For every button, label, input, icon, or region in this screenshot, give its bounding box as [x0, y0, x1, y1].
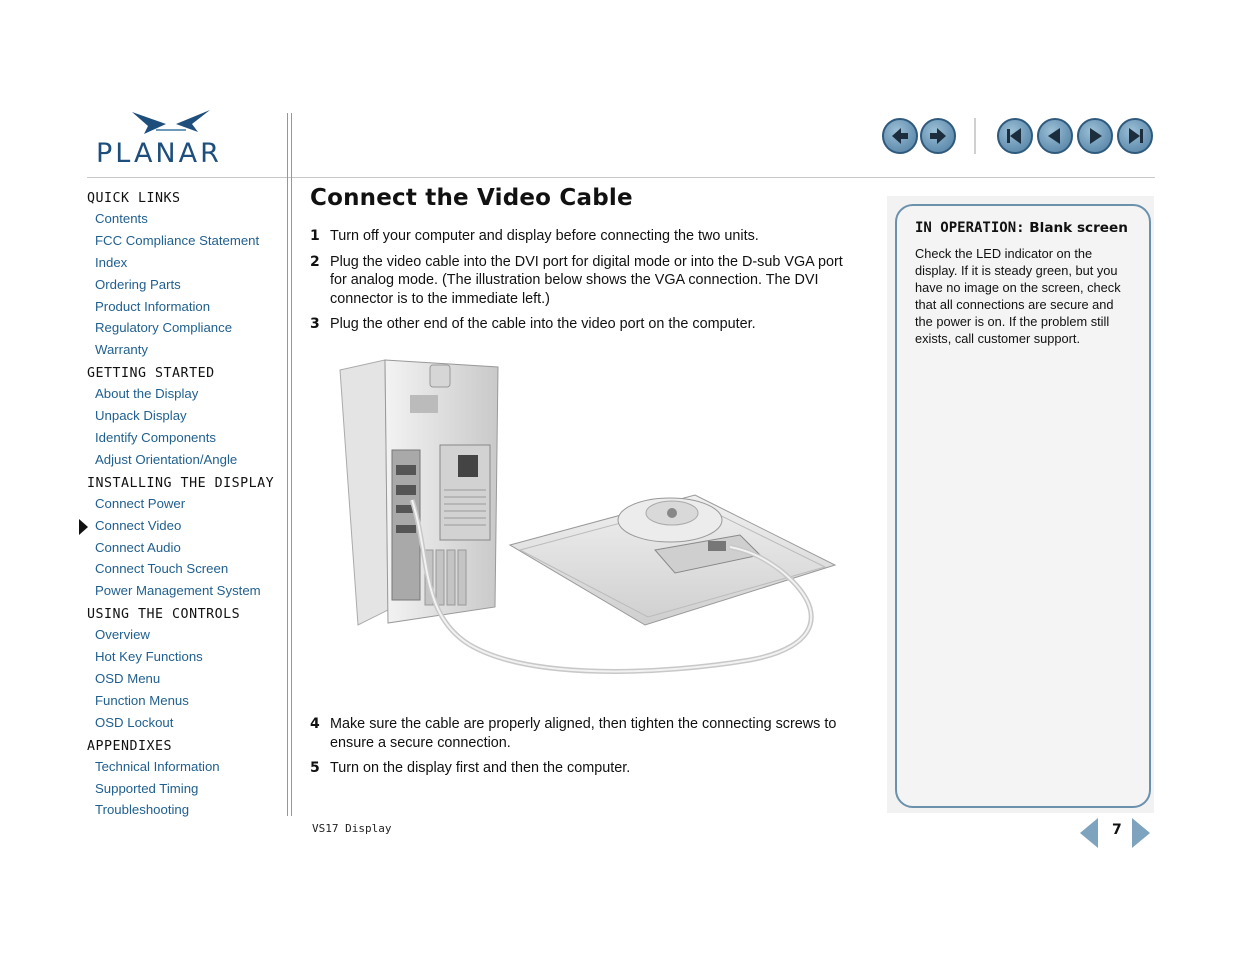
step-text: Plug the other end of the cable into the video port on the computer.: [330, 316, 756, 333]
nav-link-regulatory-compliance[interactable]: Regulatory Compliance: [95, 320, 233, 336]
next-page-button[interactable]: [1077, 118, 1113, 154]
nav-link-connect-power[interactable]: Connect Power: [95, 495, 186, 511]
nav-section-quick-links: [87, 190, 282, 361]
panel-title-suffix: Blank screen: [1024, 220, 1128, 236]
step-number: 2: [310, 253, 320, 270]
back-button[interactable]: [882, 118, 918, 154]
main-content: [310, 185, 850, 777]
nav-link-warranty[interactable]: Warranty: [95, 342, 149, 358]
nav-link-contents[interactable]: Contents: [95, 211, 148, 226]
video-cable-illustration: [330, 355, 840, 685]
forward-arrow-icon: [927, 125, 949, 147]
step-item: [310, 227, 850, 246]
logo-wordmark: PLANAR: [96, 138, 222, 169]
first-page-icon: [1004, 125, 1026, 147]
previous-page-icon: [1044, 125, 1066, 147]
nav-section-getting-started: [87, 365, 282, 471]
document-name: VS17 Display: [312, 822, 392, 835]
header-rule: [87, 177, 1155, 178]
nav-link-connect-touch-screen[interactable]: Connect Touch Screen: [95, 561, 229, 577]
next-page-icon: [1084, 125, 1106, 147]
nav-link-overview[interactable]: Overview: [95, 627, 150, 643]
back-arrow-icon: [889, 125, 911, 147]
panel-title-prefix: IN OPERATION:: [915, 220, 1025, 236]
step-text: Plug the video cable into the DVI port for digital mode or into the D-sub VGA port for analog mode. (The illustration below shows the VGA connection. The DVI connector is to the immediate left.): [330, 253, 843, 307]
step-number: 4: [310, 716, 320, 732]
last-page-icon: [1124, 125, 1146, 147]
nav-link-unpack-display[interactable]: Unpack Display: [95, 408, 187, 424]
nav-link-ordering-parts[interactable]: Ordering Parts: [95, 276, 181, 292]
sidebar-nav: [87, 190, 282, 825]
step-number: 1: [310, 228, 320, 244]
section-title: QUICK LINKS: [87, 191, 181, 206]
last-page-button[interactable]: [1117, 118, 1153, 154]
step-number: 3: [310, 316, 320, 333]
nav-link-adjust-orientation[interactable]: Adjust Orientation/Angle: [95, 451, 238, 467]
nav-link-supported-timing[interactable]: Supported Timing: [95, 780, 199, 796]
nav-link-osd-menu[interactable]: OSD Menu: [95, 671, 161, 687]
planar-logo: [96, 108, 252, 170]
forward-button[interactable]: [920, 118, 956, 154]
previous-page-arrow-icon[interactable]: [1080, 818, 1100, 848]
steps-list: [310, 227, 850, 341]
nav-link-identify-components[interactable]: Identify Components: [95, 430, 216, 446]
sidebar-divider: [287, 113, 292, 816]
nav-link-troubleshooting[interactable]: Troubleshooting: [95, 802, 190, 818]
page-number: 7: [1112, 822, 1122, 838]
nav-link-technical-information[interactable]: Technical Information: [95, 758, 220, 774]
step-text: Turn off your computer and display before connecting the two units.: [330, 228, 759, 244]
section-title: APPENDIXES: [87, 738, 173, 754]
section-title: USING THE CONTROLS: [87, 607, 241, 623]
current-page-marker-icon: [79, 519, 88, 535]
section-title: INSTALLING THE DISPLAY: [87, 475, 275, 491]
next-page-arrow-icon[interactable]: [1130, 818, 1150, 848]
step-item: [310, 253, 850, 309]
nav-link-fcc-compliance[interactable]: FCC Compliance Statement: [95, 232, 260, 248]
nav-link-function-menus[interactable]: Function Menus: [95, 692, 189, 708]
nav-section-controls: [87, 606, 282, 733]
nav-section-installing: [87, 475, 282, 602]
step-text: Make sure the cable are properly aligned, then tighten the connecting screws to ensure a secure connection.: [330, 716, 837, 751]
nav-section-appendixes: [87, 738, 282, 822]
nav-link-power-management[interactable]: Power Management System: [95, 583, 261, 599]
panel-title: [915, 220, 1128, 236]
first-page-button[interactable]: [997, 118, 1033, 154]
steps-list-continued: [310, 715, 850, 785]
section-title: GETTING STARTED: [87, 366, 215, 382]
previous-page-button[interactable]: [1037, 118, 1073, 154]
nav-link-connect-audio[interactable]: Connect Audio: [95, 539, 181, 555]
nav-link-label: Connect Video: [95, 517, 182, 533]
step-item: [310, 315, 850, 334]
nav-link-osd-lockout[interactable]: OSD Lockout: [95, 714, 174, 730]
planar-logo-mark-icon: [126, 108, 216, 138]
toolbar-separator: [974, 118, 976, 154]
nav-link-product-information[interactable]: Product Information: [95, 298, 211, 314]
step-item: [310, 715, 850, 752]
page-title: Connect the Video Cable: [310, 185, 633, 211]
computer-and-display-illustration: [330, 355, 840, 685]
step-item: [310, 759, 850, 778]
step-number: 5: [310, 760, 320, 777]
nav-link-index[interactable]: Index: [95, 254, 128, 270]
nav-link-connect-video[interactable]: [87, 515, 282, 537]
step-text: Turn on the display first and then the computer.: [330, 760, 631, 777]
in-operation-panel: [895, 204, 1151, 808]
panel-body: Check the LED indicator on the display. If it is steady green, but you have no image on the screen, check that all connections are secure and the power is on. If the problem still exists, call customer support.: [915, 246, 1121, 346]
nav-link-about-display[interactable]: About the Display: [95, 386, 199, 402]
nav-link-hot-key-functions[interactable]: Hot Key Functions: [95, 649, 203, 665]
